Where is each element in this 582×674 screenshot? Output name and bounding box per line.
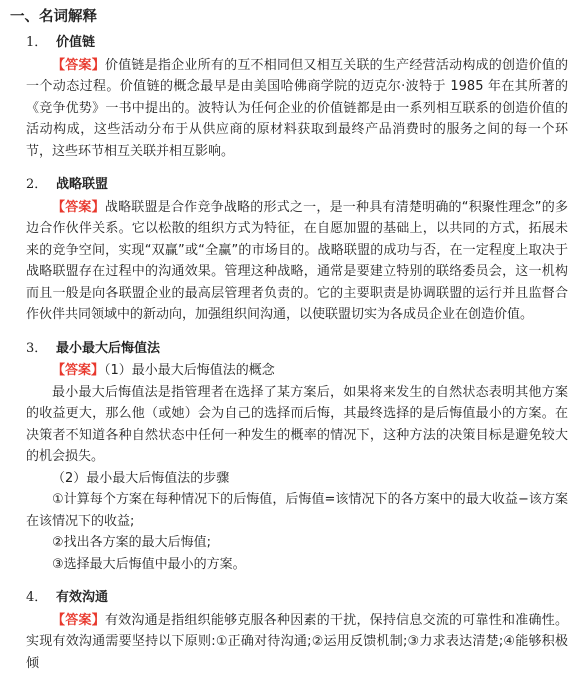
- answer-tag: 【答案】: [52, 200, 105, 215]
- section-title: 一、名词解释: [10, 6, 568, 28]
- term-block: [26, 32, 568, 162]
- term-heading: [26, 338, 568, 360]
- answer-paragraph: [26, 55, 568, 163]
- steps-subheading: （2）最小最大后悔值法的步骤: [26, 468, 568, 490]
- step-item: ②找出各方案的最大后悔值;: [26, 532, 568, 554]
- term-number: 3．: [26, 338, 56, 360]
- answer-text: 战略联盟是合作竞争战略的形式之一，是一种具有清楚明确的“积聚性理念”的多边合作伙伴关系。它以松散的组织方式为特征，在自愿加盟的基础上，以共同的方式，拓展未来的竞争空间，实现“双赢”或“全赢”的市场目的。战略联盟的成功与否，在一定程度上取决于战略联盟存在过程中的沟通效果。管理这种战略，通常是要建立特别的联络委员会，这一机构而且一般是向各联盟企业的最高层管理者负责的。它的主要职责是协调联盟的运行并且监督合作伙伴共同领域中的新动向，加强组织间沟通，以使联盟切实为各成员企业在创造价值。: [26, 200, 568, 323]
- term-number: 1．: [26, 32, 56, 54]
- term-block: [26, 587, 568, 674]
- answer-paragraph: [26, 610, 568, 674]
- term-heading: [26, 32, 568, 54]
- step-item: ③选择最大后悔值中最小的方案。: [26, 554, 568, 576]
- answer-tag: 【答案】: [52, 613, 105, 628]
- term-title: 价值链: [56, 35, 95, 50]
- step-item: ①计算每个方案在每种情况下的后悔值，后悔值=该情况下的各方案中的最大收益−该方案在该情况下的收益;: [26, 489, 568, 532]
- answer-subheading: [26, 360, 568, 382]
- answer-text: 价值链是指企业所有的互不相同但又相互关联的生产经营活动构成的创造价值的一个动态过程。价值链的概念最早是由美国哈佛商学院的迈克尔·波特于 1985 年在其所著的《竞争优势》一书中提出的。波特认为任何企业的价值链都是由一系列相互联系的创造价值的活动构成，这些活动分布于从供应商的原材料获取到最终产品消费时的服务之间的每一个环节，这些环节相互关联并相互影响。: [26, 58, 568, 159]
- term-title: 有效沟通: [56, 590, 108, 605]
- answer-text: 有效沟通是指组织能够克服各种因素的干扰，保持信息交流的可靠性和准确性。实现有效沟通需要坚持以下原则:①正确对待沟通;②运用反馈机制;③力求表达清楚;④能够积极倾: [26, 613, 568, 671]
- term-number: 4．: [26, 587, 56, 609]
- term-block: [26, 338, 568, 576]
- subheading-text: （1）最小最大后悔值法的概念: [104, 363, 275, 378]
- term-block: [26, 174, 568, 326]
- term-title: 最小最大后悔值法: [56, 341, 160, 356]
- answer-tag: 【答案】: [52, 363, 104, 378]
- term-heading: [26, 174, 568, 196]
- answer-tag: 【答案】: [52, 58, 105, 73]
- term-title: 战略联盟: [56, 177, 108, 192]
- answer-paragraph: [26, 197, 568, 326]
- term-number: 2．: [26, 174, 56, 196]
- term-heading: [26, 587, 568, 609]
- definition-paragraph: 最小最大后悔值法是指管理者在选择了某方案后，如果将来发生的自然状态表明其他方案的收益更大，那么他（或她）会为自己的选择而后悔，其最终选择的是后悔值最小的方案。在决策者不知道各种自然状态中任何一种发生的概率的情况下，这种方法的决策目标是避免较大的机会损失。: [26, 382, 568, 468]
